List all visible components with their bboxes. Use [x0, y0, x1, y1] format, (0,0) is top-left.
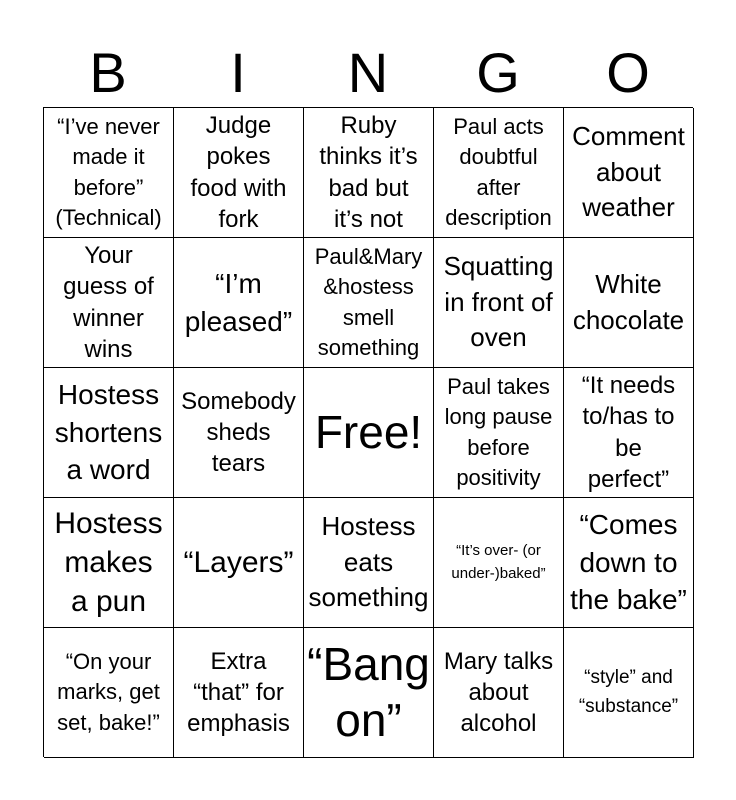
bingo-cell[interactable]: Hostess makes a pun — [44, 498, 174, 628]
bingo-cell[interactable]: Comment about weather — [564, 108, 694, 238]
bingo-cell[interactable]: Paul acts doubtful after description — [434, 108, 564, 238]
header-letter-i: I — [230, 41, 246, 104]
bingo-cell[interactable]: Judge pokes food with fork — [174, 108, 304, 238]
bingo-cell[interactable]: “It’s over- (or under-)baked” — [434, 498, 564, 628]
bingo-card-grid — [43, 107, 693, 757]
bingo-cell-free[interactable]: Free! — [304, 368, 434, 498]
bingo-cell[interactable]: White chocolate — [564, 238, 694, 368]
bingo-cell[interactable]: “On your marks, get set, bake!” — [44, 628, 174, 758]
bingo-cell[interactable]: Somebody sheds tears — [174, 368, 304, 498]
bingo-cell[interactable]: Squatting in front of oven — [434, 238, 564, 368]
bingo-header — [43, 40, 693, 106]
bingo-cell[interactable]: Paul takes long pause before positivity — [434, 368, 564, 498]
header-letter-g: G — [476, 41, 520, 104]
header-letter-b: B — [89, 41, 127, 104]
bingo-cell[interactable]: “I’m pleased” — [174, 238, 304, 368]
bingo-cell[interactable]: “Layers” — [174, 498, 304, 628]
bingo-cell[interactable]: Paul&Mary &hostess smell something — [304, 238, 434, 368]
bingo-cell[interactable]: “I’ve never made it before” (Technical) — [44, 108, 174, 238]
bingo-cell[interactable]: Your guess of winner wins — [44, 238, 174, 368]
bingo-cell[interactable]: Mary talks about alcohol — [434, 628, 564, 758]
bingo-cell[interactable]: Hostess shortens a word — [44, 368, 174, 498]
bingo-cell[interactable]: Hostess eats something — [304, 498, 434, 628]
bingo-cell[interactable]: “Bang on” — [304, 628, 434, 758]
header-letter-o: O — [606, 41, 650, 104]
bingo-cell[interactable]: Extra “that” for emphasis — [174, 628, 304, 758]
header-letter-n: N — [347, 41, 389, 104]
bingo-cell[interactable]: “style” and “substance” — [564, 628, 694, 758]
bingo-cell[interactable]: “It needs to/has to be perfect” — [564, 368, 694, 498]
bingo-cell[interactable]: “Comes down to the bake” — [564, 498, 694, 628]
bingo-cell[interactable]: Ruby thinks it’s bad but it’s not — [304, 108, 434, 238]
